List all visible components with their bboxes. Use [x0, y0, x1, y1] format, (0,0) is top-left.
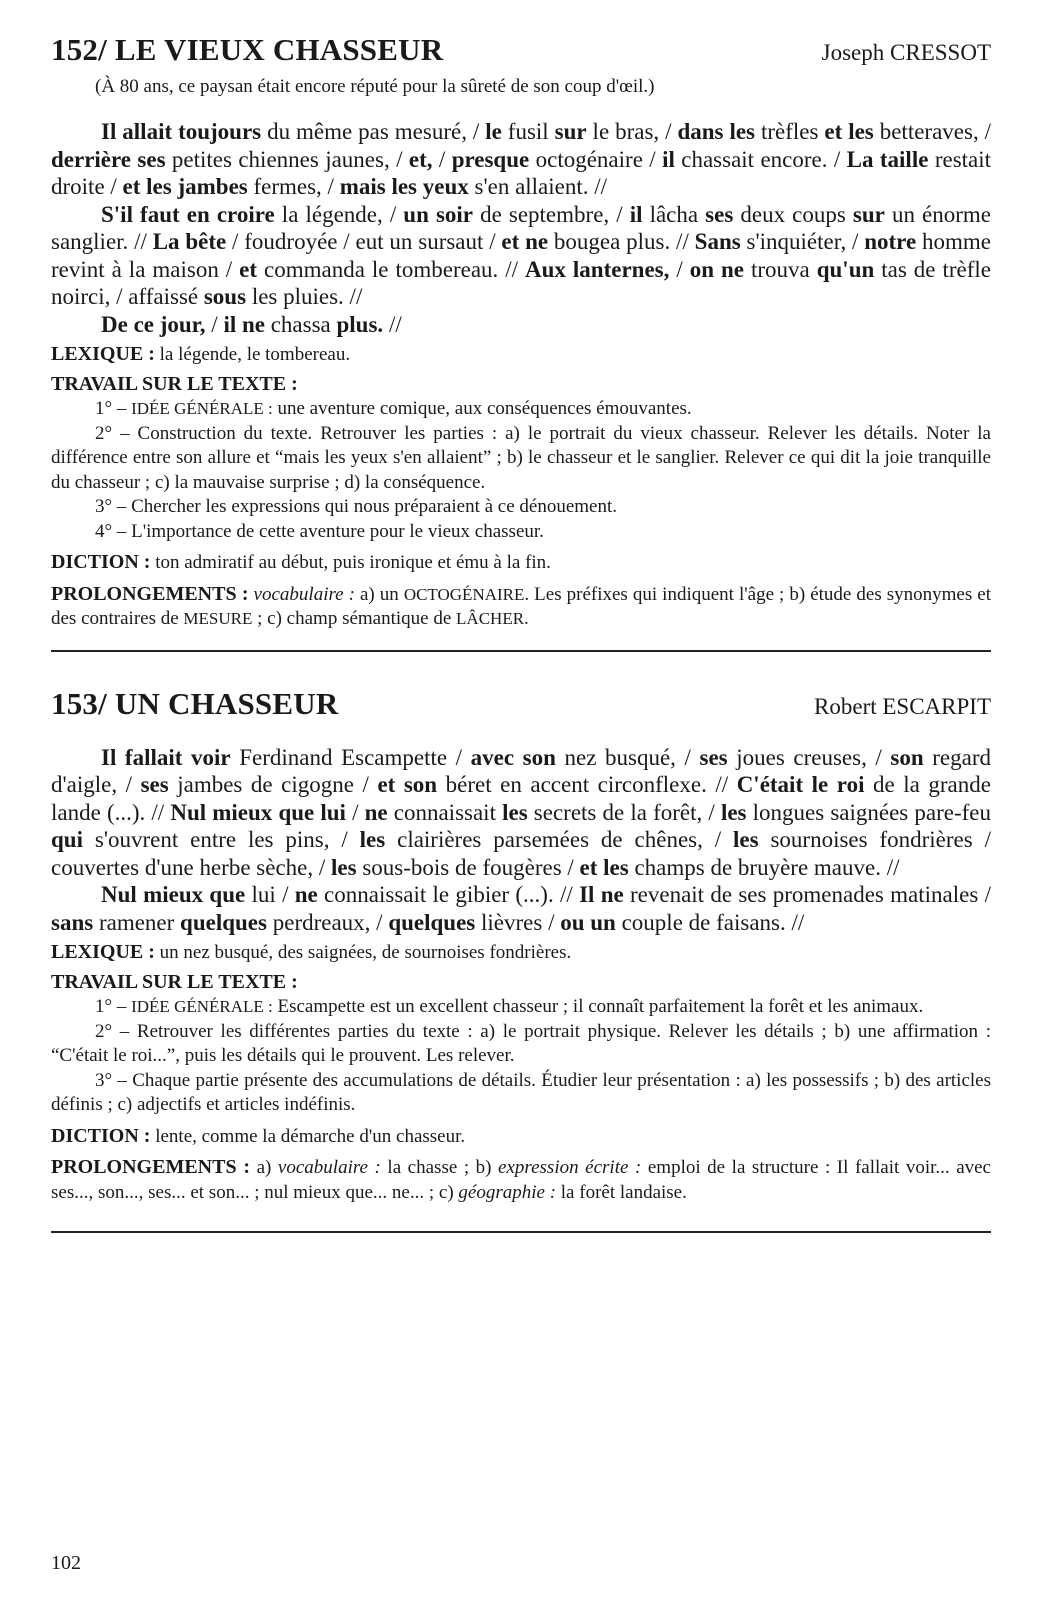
lexique-label: LEXIQUE : [51, 343, 155, 365]
exercise-3: 3° – Chercher les expressions qui nous préparaient à ce dénouement. [95, 496, 618, 517]
section-153-author: Robert ESCARPIT [814, 693, 991, 719]
travail-label: TRAVAIL SUR LE TEXTE : [51, 372, 298, 395]
exercise-1: 1° – IDÉE GÉNÉRALE : une aventure comique, aux conséquences émouvantes. [95, 398, 692, 419]
section-152-title: 152/ LE VIEUX CHASSEUR [51, 32, 444, 67]
prolongements: PROLONGEMENTS : a) vocabulaire : la chasse ; b) expression écrite : emploi de la structure : Il fallait voir... avec ses..., son..., ses... et son... ; nul mieux que... ne... ; c) géographie : la forêt landaise. [51, 1156, 991, 1203]
section-152-text [51, 118, 991, 338]
section-153-header [51, 686, 991, 722]
paragraph: De ce jour, / il ne chassa plus. // [101, 311, 402, 337]
travail-label: TRAVAIL SUR LE TEXTE : [51, 970, 298, 993]
section-153-text [51, 744, 991, 937]
paragraph: Nul mieux que lui / ne connaissait le gibier (...). // Il ne revenait de ses promenades matinales / sans ramener quelques perdreaux, / quelques lièvres / ou un couple de faisans. // [51, 882, 991, 935]
section-153-exercises [51, 940, 991, 1205]
paragraph: S'il faut en croire la légende, / un soir de septembre, / il lâcha ses deux coups sur un énorme sanglier. // La bête / foudroyée / eut un sursaut / et ne bougea plus. // Sans s'inquiéter, / notre homme revint à la maison / et commanda le tombereau. // Aux lanternes, / on ne trouva qu'un tas de trèfle noirci, / affaissé sous les pluies. // [51, 201, 992, 309]
divider [51, 650, 991, 652]
section-152-exercises [51, 342, 991, 632]
prolongements: PROLONGEMENTS : vocabulaire : a) un OCTOGÉNAIRE. Les préfixes qui indiquent l'âge ; b) étude des synonymes et des contraires de MESURE ; c) champ sémantique de LÂCHER. [51, 582, 991, 629]
exercise-2: 2° – Retrouver les différentes parties du texte : a) le portrait physique. Relever les détails ; b) une affirmation : “C'était le roi...”, puis les détails qui le prouvent. Les relever. [51, 1020, 991, 1066]
section-152-intro: (À 80 ans, ce paysan était encore réputé pour la sûreté de son coup d'œil.) [95, 76, 655, 97]
diction: DICTION : lente, comme la démarche d'un chasseur. [51, 1124, 466, 1147]
lexique: LEXIQUE : la légende, le tombereau. [51, 343, 351, 365]
exercise-2: 2° – Construction du texte. Retrouver les parties : a) le portrait du vieux chasseur. Relever les détails. Noter la différence entre son allure et “mais les yeux s'en allaient” ; b) le chasseur et le sanglier. Relever ce qui dit la joie tranquille du chasseur ; c) la mauvaise surprise ; d) la conséquence. [51, 422, 991, 493]
divider [51, 1231, 991, 1233]
section-152-header [51, 32, 991, 68]
paragraph: Il fallait voir Ferdinand Escampette / avec son nez busqué, / ses joues creuses, / son regard d'aigle, / ses jambes de cigogne / et son béret en accent circonflexe. // C'était le roi de la grande lande (...). // Nul mieux que lui / ne connaissait les secrets de la forêt, / les longues saignées pare-feu qui s'ouvrent entre les pins, / les clairières parsemées de chênes, / les sournoises fondrières / couvertes d'une herbe sèche, / les sous-bois de fougères / et les champs de bruyère mauve. // [51, 744, 991, 880]
page [51, 32, 991, 1233]
diction: DICTION : ton admiratif au début, puis ironique et ému à la fin. [51, 551, 551, 573]
exercise-3: 3° – Chaque partie présente des accumulations de détails. Étudier leur présentation : a) les possessifs ; b) des articles définis ; c) adjectifs et articles indéfinis. [51, 1069, 991, 1115]
exercise-4: 4° – L'importance de cette aventure pour le vieux chasseur. [95, 520, 544, 542]
lexique: LEXIQUE : un nez busqué, des saignées, de sournoises fondrières. [51, 941, 572, 963]
paragraph: Il allait toujours du même pas mesuré, / le fusil sur le bras, / dans les trèfles et les betteraves, / derrière ses petites chiennes jaunes, / et, / presque octogénaire / il chassait encore. / La taille restait droite / et les jambes fermes, / mais les yeux s'en allaient. // [51, 119, 992, 199]
page-number: 102 [51, 1552, 81, 1574]
section-153-title: 153/ UN CHASSEUR [51, 685, 339, 721]
exercise-1: 1° – IDÉE GÉNÉRALE : Escampette est un excellent chasseur ; il connaît parfaitement la forêt et les animaux. [95, 996, 924, 1017]
section-152-author: Joseph CRESSOT [821, 40, 991, 65]
